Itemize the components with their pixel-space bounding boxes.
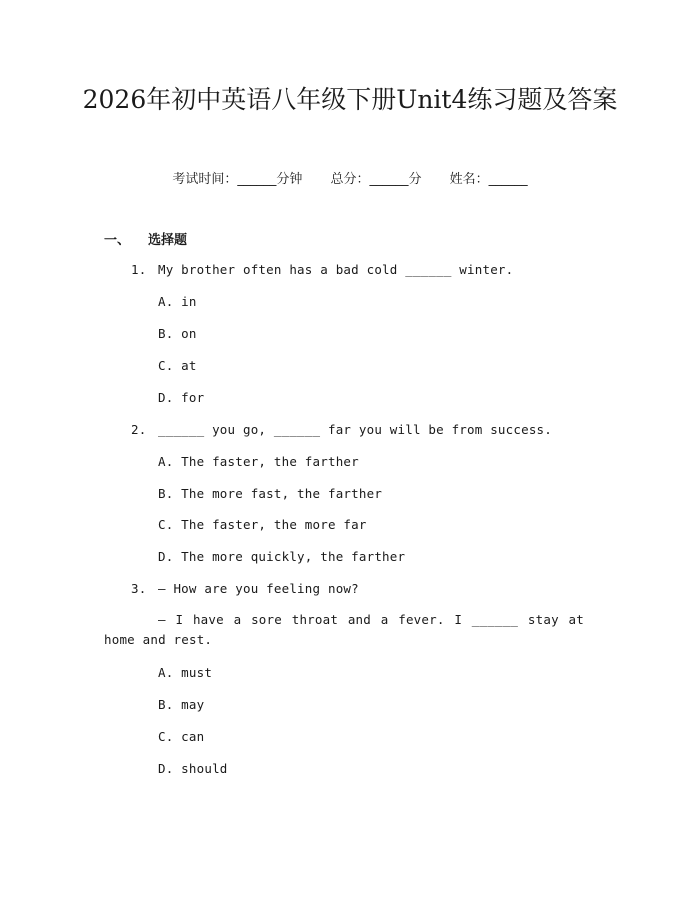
option-b: B. The more fast, the farther — [158, 486, 383, 501]
option-a: A. must — [158, 665, 213, 680]
option-d: D. should — [158, 761, 228, 776]
section-title: 选择题 — [148, 233, 188, 248]
question-number: 1. — [131, 262, 147, 277]
option-b: B. may — [158, 697, 205, 712]
section-number: 一、 — [104, 233, 131, 248]
question-number: 2. — [131, 422, 147, 437]
question-number: 3. — [131, 581, 147, 596]
option-c: C. can — [158, 729, 205, 744]
exam-info — [0, 168, 700, 187]
option-a: A. in — [158, 294, 197, 309]
question-stem: ______ you go, ______ far you will be from success. — [158, 422, 553, 437]
option-c: C. at — [158, 358, 197, 373]
exam-time: 考试时间：______分钟 — [172, 172, 303, 187]
exam-score: 总分：______分 — [330, 172, 422, 187]
section-heading — [104, 229, 187, 248]
option-b: B. on — [158, 326, 197, 341]
question-stem: My brother often has a bad cold ______ winter. — [158, 262, 514, 277]
option-d: D. The more quickly, the farther — [158, 549, 406, 564]
question-stem: — How are you feeling now? — [158, 581, 359, 596]
exam-name: 姓名：______ — [449, 172, 528, 187]
question-stem-continued: — I have a sore throat and a fever. I ______ stay at home and rest. — [104, 612, 584, 647]
option-a: A. The faster, the farther — [158, 454, 359, 469]
document-title: 2026年初中英语八年级下册Unit4练习题及答案 — [82, 85, 618, 114]
option-c: C. The faster, the more far — [158, 517, 367, 532]
option-d: D. for — [158, 390, 205, 405]
